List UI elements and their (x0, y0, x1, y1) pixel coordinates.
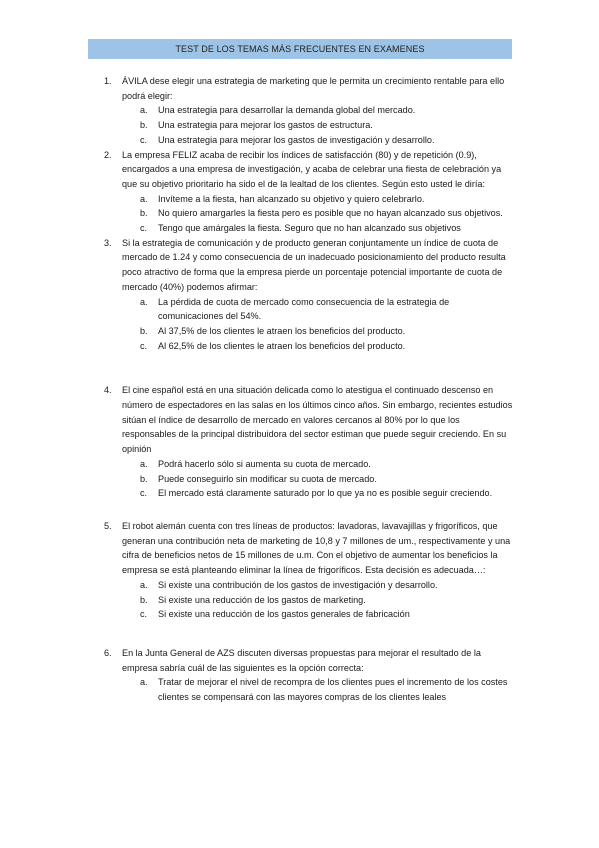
option-list (122, 295, 514, 354)
option-letter: b. (140, 473, 148, 484)
option-text: Invíteme a la fiesta, han alcanzado su objetivo y quiero celebrarlo. (158, 193, 425, 204)
question-stem: El robot alemán cuenta con tres líneas de productos: lavadoras, lavavajillas y frigoríficos, que generan una contribución neta de marketing de 10,8 y 7 millones de um., respectivamente y una cifra de beneficios netos de 15 millones de u.m. Con el objetivo de aumentar los beneficios la empresa se está planteando eliminar la línea de frigoríficos. Esta decisión es adecuada…: (122, 520, 511, 576)
question-number: 1. (104, 76, 112, 86)
option-text: Si existe una reducción de los gastos generales de fabricación (158, 609, 410, 620)
question-3 (104, 236, 514, 354)
option-letter: a. (140, 296, 148, 307)
option-a (122, 295, 514, 324)
option-letter: c. (140, 134, 148, 145)
option-c (122, 221, 514, 236)
option-letter: a. (140, 579, 148, 590)
question-stem: Si la estrategia de comunicación y de producto generan conjuntamente un índice de cuota de mercado de 1.24 y como consecuencia de un inadecuado posicionamiento del producto resulta poco atractivo de forma que la empresa pierde un porcentaje potencial importante de cuota de mercado (40%) podemos afirmar: (122, 237, 506, 292)
option-letter: b. (140, 120, 148, 131)
option-letter: a. (140, 193, 148, 204)
question-stem: En la Junta General de AZS discuten diversas propuestas para mejorar el resultado de la empresa sabría cuál de las siguientes es la opción correcta: (122, 647, 481, 673)
option-text: Tengo que amárgales la fiesta. Seguro que no han alcanzado sus objetivos (158, 223, 461, 234)
header-banner (88, 39, 512, 59)
option-text: El mercado está claramente saturado por lo que ya no es posible seguir creciendo. (158, 488, 493, 499)
option-list (122, 192, 514, 236)
question-stem: La empresa FELIZ acaba de recibir los índices de satisfacción (80) y de repetición (0.9), encargados a una empresa de investigación, y acaba de celebrar una fiesta de celebración ya que su objetivo prioritario ha sido el de la lealtad de los clientes. Según esto usted le diría: (122, 149, 502, 189)
question-number: 3. (104, 237, 112, 248)
option-text: No quiero amargarles la fiesta pero es posible que no hayan alcanzado sus objetivos. (158, 208, 503, 219)
option-c (122, 607, 514, 622)
question-number: 4. (104, 385, 112, 396)
option-text: Una estrategia para mejorar los gastos de investigación y desarrollo. (158, 134, 435, 145)
option-letter: a. (140, 105, 148, 116)
option-letter: a. (140, 677, 148, 688)
question-1 (104, 74, 514, 148)
option-b (122, 472, 514, 487)
option-letter: b. (140, 594, 148, 605)
option-text: Si existe una reducción de los gastos de marketing. (158, 594, 366, 605)
question-number: 5. (104, 520, 112, 531)
question-6 (104, 646, 514, 705)
option-a (122, 675, 514, 704)
option-list (122, 578, 514, 622)
option-letter: c. (140, 488, 148, 499)
option-b (122, 324, 514, 339)
option-letter: b. (140, 208, 148, 219)
option-list (122, 103, 514, 147)
option-text: Una estrategia para mejorar los gastos de estructura. (158, 120, 373, 131)
option-c (122, 339, 514, 354)
option-letter: c. (140, 340, 148, 351)
option-b (122, 206, 514, 221)
option-text: Una estrategia para desarrollar la demanda global del mercado. (158, 105, 416, 116)
option-c (122, 486, 514, 501)
option-text: Podrá hacerlo sólo si aumenta su cuota de mercado. (158, 458, 371, 469)
question-5 (104, 519, 514, 622)
option-letter: c. (140, 223, 148, 234)
option-b (122, 118, 514, 133)
question-number: 2. (104, 149, 112, 160)
option-list (122, 457, 514, 501)
option-text: Puede conseguirlo sin modificar su cuota de mercado. (158, 473, 377, 484)
option-text: Tratar de mejorar el nivel de recompra de los clientes pues el incremento de los costes clientes se compensará con las mayores compras de los clientes leales (158, 677, 508, 703)
option-list (122, 675, 514, 704)
question-2 (104, 148, 514, 236)
option-a (122, 457, 514, 472)
option-a (122, 578, 514, 593)
question-number: 6. (104, 647, 112, 658)
option-c (122, 133, 514, 148)
question-stem: El cine español está en una situación delicada como lo atestigua el continuado descenso en número de espectadores en las salas en los últimos cinco años. Sin embargo, recientes estudios sitúan el índice de desarrollo de mercado en valores cercanos al 80% por lo que los responsables de la principal distribuidora del sector estiman que puede seguir creciendo. En su opinión (122, 385, 513, 455)
option-a (122, 103, 514, 118)
option-letter: a. (140, 458, 148, 469)
option-b (122, 593, 514, 608)
option-text: Al 62,5% de los clientes le atraen los beneficios del producto. (158, 340, 406, 351)
option-text: La pérdida de cuota de mercado como consecuencia de la estrategia de comunicaciones del 54%. (158, 296, 450, 322)
question-list (0, 74, 599, 705)
header-title: TEST DE LOS TEMAS MÁS FRECUENTES EN EXAMENES (175, 44, 425, 54)
question-4 (104, 383, 514, 501)
option-letter: b. (140, 325, 148, 336)
question-stem: ÁVILA dese elegir una estrategia de marketing que le permita un crecimiento rentable para ello podrá elegir: (122, 76, 505, 101)
option-letter: c. (140, 609, 148, 620)
option-a (122, 192, 514, 207)
option-text: Al 37,5% de los clientes le atraen los beneficios del producto. (158, 325, 406, 336)
option-text: Si existe una contribución de los gastos de investigación y desarrollo. (158, 579, 438, 590)
